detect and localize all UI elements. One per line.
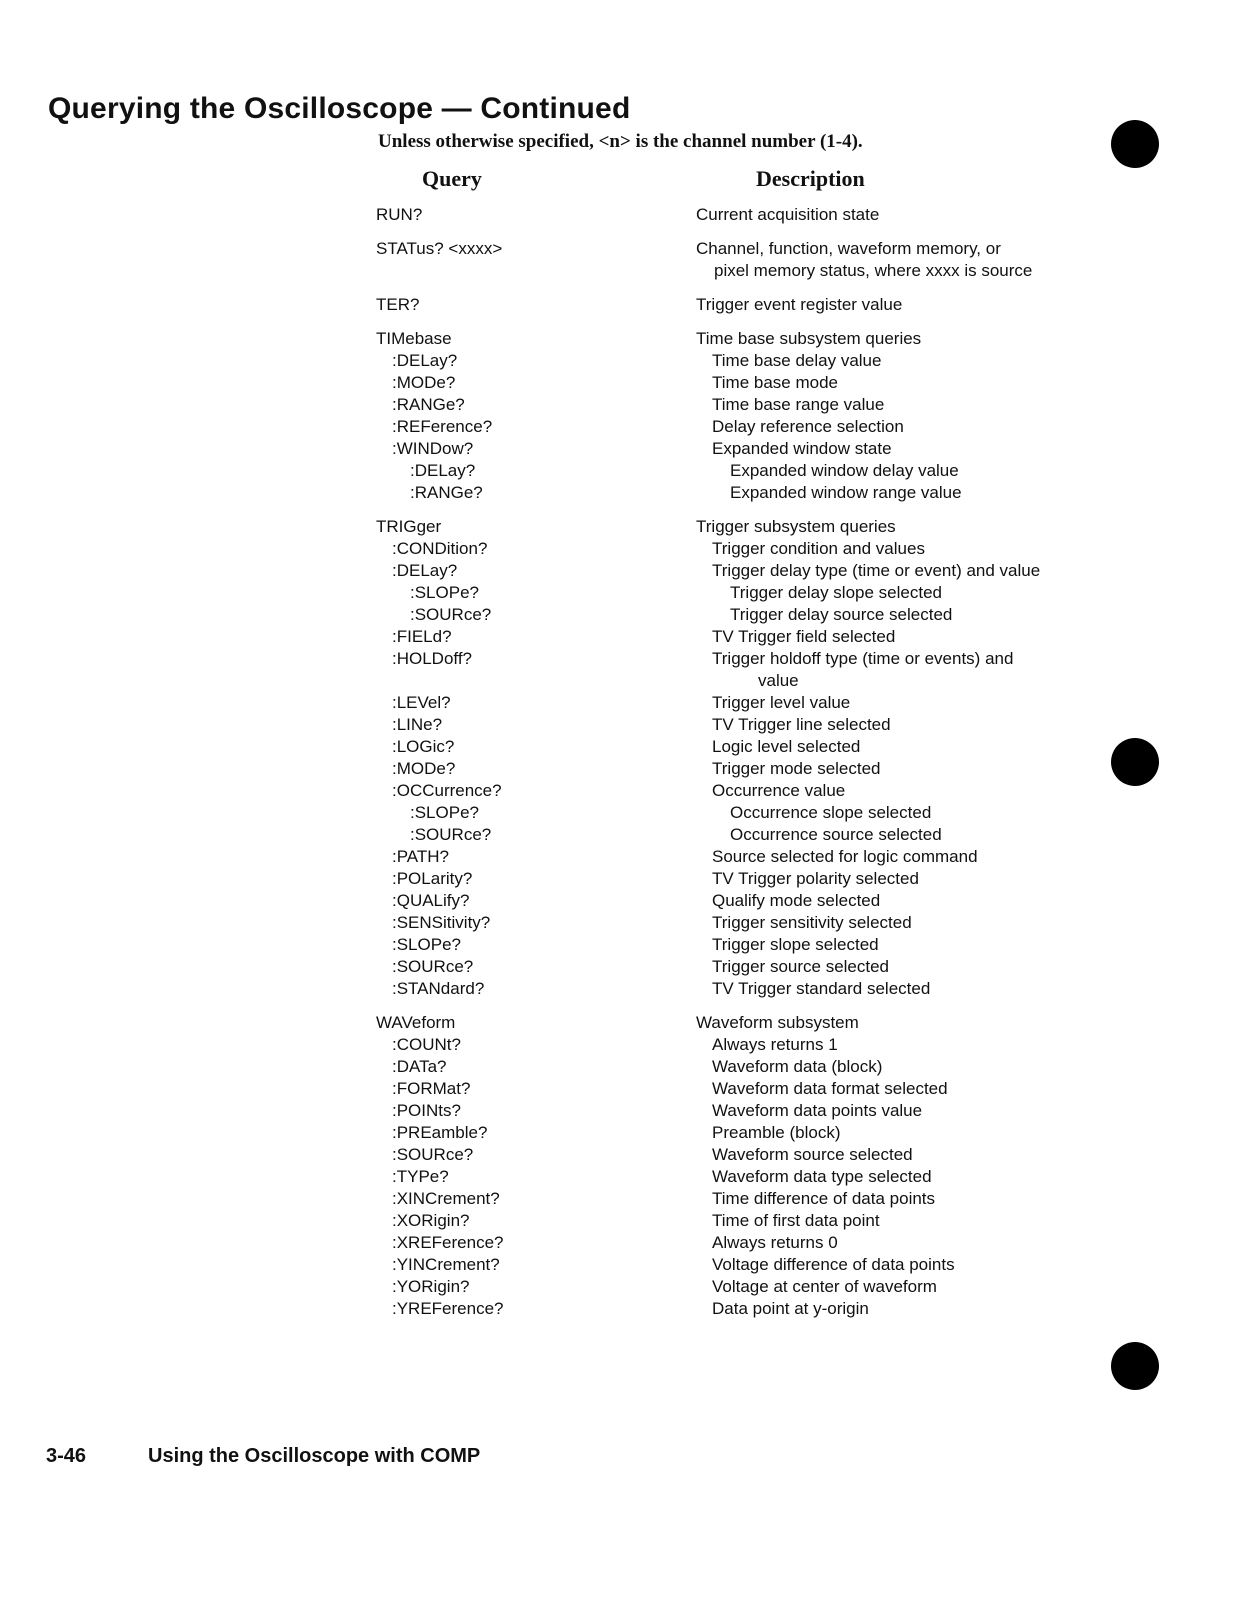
query-cell: :MODe? xyxy=(392,759,456,778)
footer-title: Using the Oscilloscope with COMP xyxy=(148,1445,481,1467)
description-cell xyxy=(712,736,1076,758)
description-cell xyxy=(712,934,1076,956)
column-header-description: Description xyxy=(756,166,865,191)
description-cell xyxy=(712,1034,1076,1056)
query-cell: :DELay? xyxy=(392,561,458,580)
description-cell xyxy=(712,1254,1076,1276)
query-cell: :STANdard? xyxy=(392,979,485,998)
description-text: Trigger source selected xyxy=(712,957,890,976)
description-text: Waveform data points value xyxy=(712,1101,923,1120)
description-text: Logic level selected xyxy=(712,737,861,756)
table-row xyxy=(376,956,1076,978)
description-text: Voltage difference of data points xyxy=(712,1255,955,1274)
query-cell: :SOURce? xyxy=(410,605,492,624)
page-number: 3-46 xyxy=(46,1445,87,1467)
query-cell: :XINCrement? xyxy=(392,1189,500,1208)
query-cell: :YREFerence? xyxy=(392,1299,504,1318)
query-cell: :WINDow? xyxy=(392,439,474,458)
query-cell: :PREamble? xyxy=(392,1123,488,1142)
description-text: Trigger sensitivity selected xyxy=(712,913,912,932)
query-cell: :SENSitivity? xyxy=(392,913,491,932)
query-cell: :LINe? xyxy=(392,715,443,734)
description-cell xyxy=(712,692,1076,714)
table-row xyxy=(376,238,1076,282)
description-cell xyxy=(712,956,1076,978)
table-row xyxy=(376,294,1076,316)
query-cell: WAVeform xyxy=(376,1013,456,1032)
query-cell: :SLOPe? xyxy=(410,803,479,822)
description-text: Waveform data type selected xyxy=(712,1167,932,1186)
description-cell xyxy=(712,1122,1076,1144)
table-row xyxy=(376,934,1076,956)
table-row xyxy=(376,1298,1076,1320)
description-text: TV Trigger line selected xyxy=(712,715,891,734)
table-row xyxy=(376,438,1076,460)
query-cell: :SOURce? xyxy=(392,1145,474,1164)
query-cell: :SOURce? xyxy=(392,957,474,976)
query-cell: TRIGger xyxy=(376,517,442,536)
description-cell xyxy=(730,802,1076,824)
description-text: Waveform source selected xyxy=(712,1145,913,1164)
description-cell xyxy=(712,538,1076,560)
query-cell: STATus? <xxxx> xyxy=(376,239,503,258)
table-row xyxy=(376,460,1076,482)
query-cell: :PATH? xyxy=(392,847,449,866)
description-cell xyxy=(696,294,1076,316)
table-row xyxy=(376,978,1076,1000)
description-text: Voltage at center of waveform xyxy=(712,1277,937,1296)
table-row xyxy=(376,1166,1076,1188)
description-text: Delay reference selection xyxy=(712,417,904,436)
query-cell: RUN? xyxy=(376,205,423,224)
description-text: Waveform data format selected xyxy=(712,1079,948,1098)
binder-hole-bottom xyxy=(1111,1342,1159,1390)
query-cell: :MODe? xyxy=(392,373,456,392)
query-cell: :SLOPe? xyxy=(410,583,479,602)
query-group xyxy=(376,238,1076,282)
description-text: Preamble (block) xyxy=(712,1123,841,1142)
description-text: Trigger holdoff type (time or events) and xyxy=(712,649,1014,668)
query-cell: :TYPe? xyxy=(392,1167,449,1186)
description-text: Time base subsystem queries xyxy=(696,329,922,348)
table-row xyxy=(376,1188,1076,1210)
table-row xyxy=(376,912,1076,934)
description-text: Time base delay value xyxy=(712,351,882,370)
description-cell xyxy=(712,560,1076,582)
table-row xyxy=(376,802,1076,824)
description-text: Data point at y-origin xyxy=(712,1299,869,1318)
description-cell xyxy=(730,482,1076,504)
description-cell xyxy=(712,1276,1076,1298)
table-row xyxy=(376,516,1076,538)
description-text: Source selected for logic command xyxy=(712,847,978,866)
description-text: Always returns 0 xyxy=(712,1233,838,1252)
table-row xyxy=(376,890,1076,912)
query-cell: :LEVel? xyxy=(392,693,451,712)
description-text: Channel, function, waveform memory, or xyxy=(696,239,1001,258)
description-cell xyxy=(712,394,1076,416)
description-text: Trigger delay type (time or event) and value xyxy=(712,561,1041,580)
table-row xyxy=(376,604,1076,626)
description-cell xyxy=(712,1210,1076,1232)
description-cell xyxy=(712,758,1076,780)
table-row xyxy=(376,824,1076,846)
description-cell xyxy=(712,438,1076,460)
description-cell xyxy=(712,350,1076,372)
description-cell xyxy=(730,824,1076,846)
description-cell xyxy=(730,582,1076,604)
query-cell: :OCCurrence? xyxy=(392,781,502,800)
query-table xyxy=(376,204,1076,1332)
table-row xyxy=(376,328,1076,350)
description-cell xyxy=(712,780,1076,802)
description-text: TV Trigger standard selected xyxy=(712,979,931,998)
query-cell: :HOLDoff? xyxy=(392,649,473,668)
description-text: Trigger level value xyxy=(712,693,851,712)
page-title: Querying the Oscilloscope — Continued xyxy=(48,92,631,125)
description-cell xyxy=(712,648,1076,692)
description-text: Time of first data point xyxy=(712,1211,880,1230)
description-text: Qualify mode selected xyxy=(712,891,881,910)
query-cell: :REFerence? xyxy=(392,417,493,436)
table-row xyxy=(376,1034,1076,1056)
description-cell xyxy=(712,912,1076,934)
description-cell xyxy=(712,1078,1076,1100)
table-row xyxy=(376,482,1076,504)
description-text: Always returns 1 xyxy=(712,1035,838,1054)
description-continuation: pixel memory status, where xxxx is source xyxy=(714,261,1033,280)
query-cell: :COUNt? xyxy=(392,1035,461,1054)
column-header-query: Query xyxy=(422,166,482,191)
table-row xyxy=(376,846,1076,868)
table-row xyxy=(376,1078,1076,1100)
query-cell: :YORigin? xyxy=(392,1277,470,1296)
table-row xyxy=(376,1232,1076,1254)
table-row xyxy=(376,714,1076,736)
binder-hole-top xyxy=(1111,120,1159,168)
description-continuation: value xyxy=(758,671,799,690)
table-row xyxy=(376,692,1076,714)
description-cell xyxy=(712,1188,1076,1210)
table-row xyxy=(376,1144,1076,1166)
query-cell: :POINts? xyxy=(392,1101,461,1120)
query-cell: :RANGe? xyxy=(392,395,465,414)
table-row xyxy=(376,868,1076,890)
description-cell xyxy=(712,626,1076,648)
table-row xyxy=(376,538,1076,560)
description-cell xyxy=(712,1056,1076,1078)
query-cell: TER? xyxy=(376,295,420,314)
query-cell: :YINCrement? xyxy=(392,1255,500,1274)
table-row xyxy=(376,1276,1076,1298)
table-row xyxy=(376,560,1076,582)
description-cell xyxy=(712,868,1076,890)
table-row xyxy=(376,1100,1076,1122)
description-text: Occurrence value xyxy=(712,781,846,800)
table-row xyxy=(376,372,1076,394)
description-text: TV Trigger polarity selected xyxy=(712,869,919,888)
table-row xyxy=(376,1012,1076,1034)
description-cell xyxy=(712,1100,1076,1122)
query-cell: :DELay? xyxy=(392,351,458,370)
description-text: Trigger mode selected xyxy=(712,759,881,778)
description-cell xyxy=(696,1012,1076,1034)
description-text: Trigger condition and values xyxy=(712,539,925,558)
description-text: Current acquisition state xyxy=(696,205,880,224)
table-row xyxy=(376,1254,1076,1276)
query-cell: :POLarity? xyxy=(392,869,473,888)
query-cell: :XORigin? xyxy=(392,1211,470,1230)
description-text: Occurrence source selected xyxy=(730,825,942,844)
intro-text: Unless otherwise specified, <n> is the channel number (1-4). xyxy=(378,131,863,152)
description-text: Waveform subsystem xyxy=(696,1013,859,1032)
description-cell xyxy=(730,604,1076,626)
description-text: Expanded window delay value xyxy=(730,461,959,480)
query-cell: :CONDition? xyxy=(392,539,488,558)
table-row xyxy=(376,780,1076,802)
query-cell: :QUALify? xyxy=(392,891,470,910)
query-cell: :XREFerence? xyxy=(392,1233,504,1252)
query-cell: :SOURce? xyxy=(410,825,492,844)
table-row xyxy=(376,758,1076,780)
table-row xyxy=(376,1056,1076,1078)
table-row xyxy=(376,1210,1076,1232)
description-cell xyxy=(730,460,1076,482)
description-text: Trigger delay source selected xyxy=(730,605,953,624)
table-row xyxy=(376,1122,1076,1144)
description-cell xyxy=(712,1166,1076,1188)
query-group xyxy=(376,516,1076,1000)
table-row xyxy=(376,736,1076,758)
description-text: Trigger delay slope selected xyxy=(730,583,942,602)
query-cell: :LOGic? xyxy=(392,737,455,756)
description-cell xyxy=(712,1232,1076,1254)
table-row xyxy=(376,648,1076,692)
description-text: Occurrence slope selected xyxy=(730,803,932,822)
table-row xyxy=(376,582,1076,604)
query-cell: TIMebase xyxy=(376,329,452,348)
query-cell: :FORMat? xyxy=(392,1079,471,1098)
table-row xyxy=(376,626,1076,648)
table-row xyxy=(376,394,1076,416)
binder-hole-middle xyxy=(1111,738,1159,786)
description-text: Trigger subsystem queries xyxy=(696,517,896,536)
description-cell xyxy=(712,416,1076,438)
description-text: Trigger slope selected xyxy=(712,935,879,954)
query-cell: :FIELd? xyxy=(392,627,452,646)
description-text: Time difference of data points xyxy=(712,1189,936,1208)
query-group xyxy=(376,204,1076,226)
table-row xyxy=(376,204,1076,226)
description-cell xyxy=(696,204,1076,226)
description-cell xyxy=(696,238,1076,282)
table-row xyxy=(376,350,1076,372)
query-cell: :DATa? xyxy=(392,1057,447,1076)
description-cell xyxy=(712,890,1076,912)
description-cell xyxy=(712,1298,1076,1320)
description-text: Waveform data (block) xyxy=(712,1057,883,1076)
description-cell xyxy=(712,846,1076,868)
query-cell: :RANGe? xyxy=(410,483,483,502)
query-cell: :DELay? xyxy=(410,461,476,480)
description-text: TV Trigger field selected xyxy=(712,627,896,646)
description-cell xyxy=(696,516,1076,538)
description-cell xyxy=(712,978,1076,1000)
description-text: Expanded window range value xyxy=(730,483,962,502)
query-group xyxy=(376,294,1076,316)
description-cell xyxy=(696,328,1076,350)
description-text: Time base range value xyxy=(712,395,885,414)
description-text: Trigger event register value xyxy=(696,295,903,314)
description-cell xyxy=(712,1144,1076,1166)
query-group xyxy=(376,1012,1076,1320)
query-cell: :SLOPe? xyxy=(392,935,461,954)
description-text: Time base mode xyxy=(712,373,838,392)
description-cell xyxy=(712,372,1076,394)
description-cell xyxy=(712,714,1076,736)
table-row xyxy=(376,416,1076,438)
query-group xyxy=(376,328,1076,504)
description-text: Expanded window state xyxy=(712,439,892,458)
